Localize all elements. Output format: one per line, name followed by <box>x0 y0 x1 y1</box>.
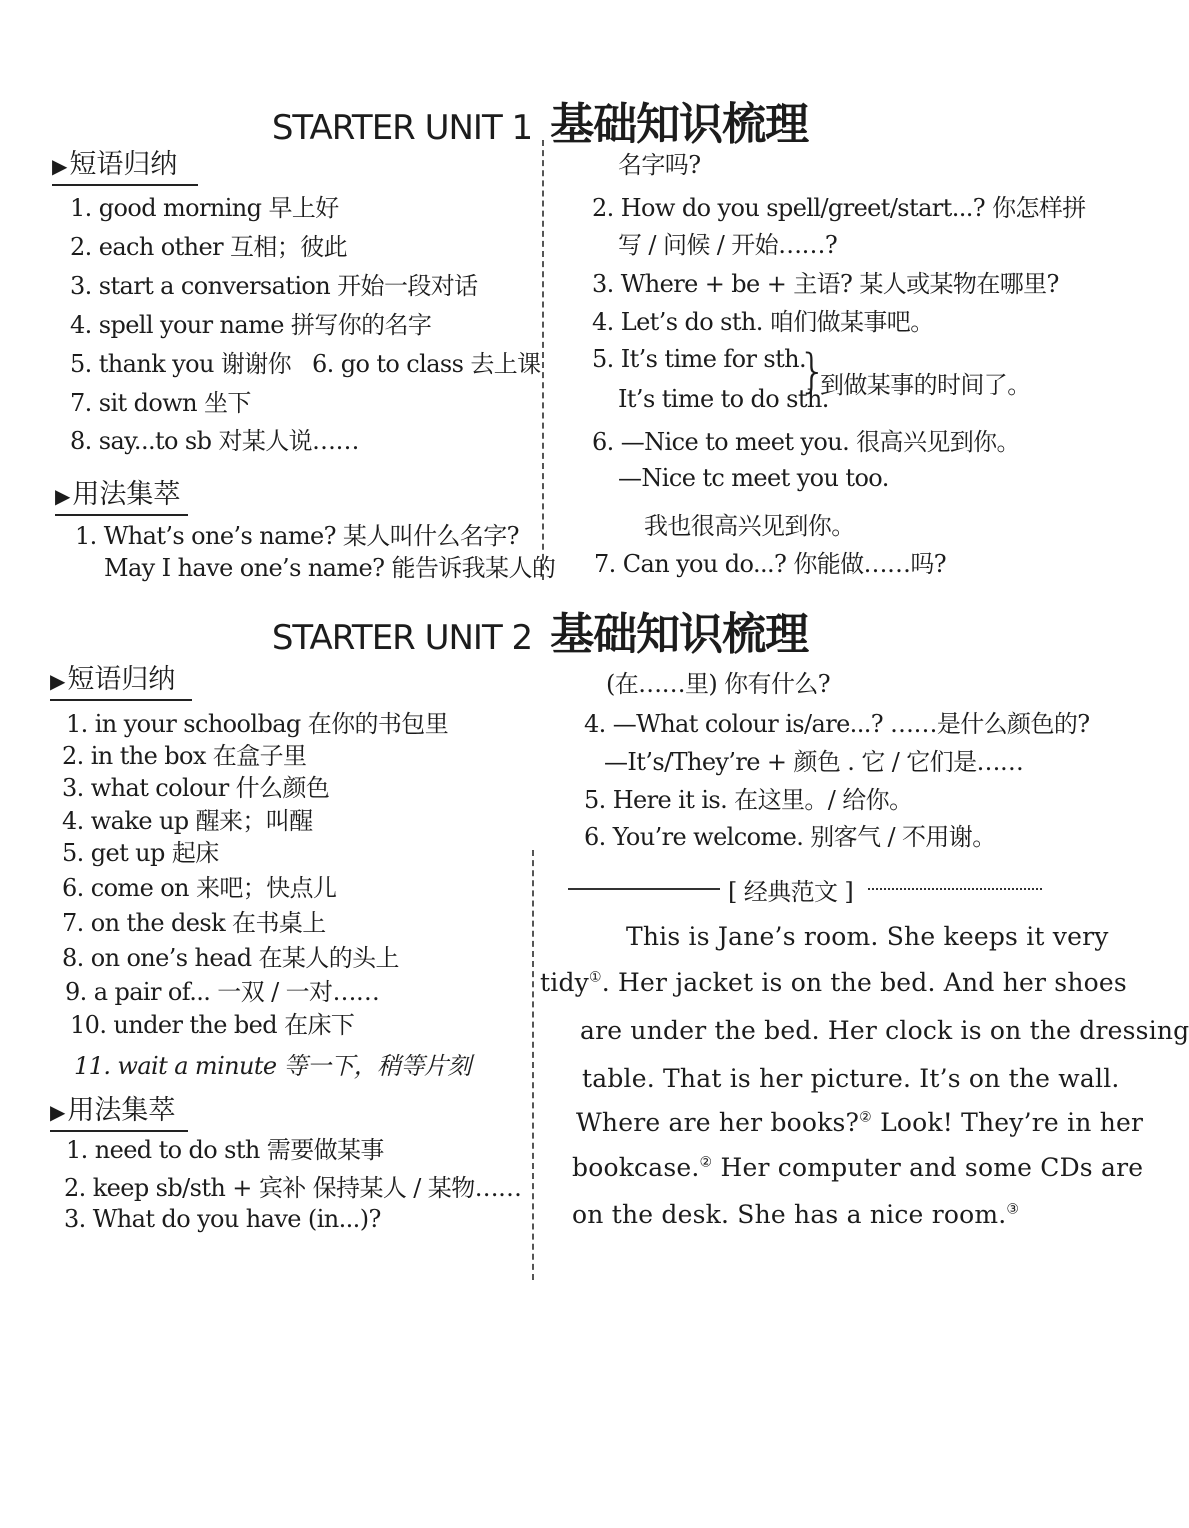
model-line-5a: Where are her books? <box>576 1108 860 1137</box>
unit1-usage-2b: 写 / 问候 / 开始……? <box>618 231 838 259</box>
unit2-phrase-3: 3. what colour 什么颜色 <box>62 774 330 802</box>
unit2-phrase-4: 4. wake up 醒来；叫醒 <box>62 807 313 835</box>
unit1-phrase-4: 4. spell your name 拼写你的名字 <box>70 311 432 339</box>
model-line-4: table. That is her picture. It’s on the wall. <box>582 1064 1120 1093</box>
unit2-usage-2: 2. keep sb/sth + 宾补 保持某人 / 某物…… <box>64 1174 522 1202</box>
model-rule-left <box>568 888 720 890</box>
model-rule-right <box>868 888 1042 890</box>
unit1-usage-heading <box>55 472 188 516</box>
brace-icon: } <box>798 344 828 398</box>
unit1-usage-3: 3. Where + be + 主语? 某人或某物在哪里? <box>592 270 1059 298</box>
unit2-phrase-6: 6. come on 来吧；快点儿 <box>62 874 337 902</box>
unit1-usage-7: 7. Can you do...? 你能做……吗? <box>594 550 947 578</box>
model-line-2a: tidy <box>540 968 589 997</box>
model-line-7a: on the desk. She has a nice room. <box>572 1200 1007 1229</box>
unit2-usage-1: 1. need to do sth 需要做某事 <box>66 1136 384 1164</box>
unit1-phrases-heading <box>52 142 198 186</box>
unit2-usage-6: 6. You’re welcome. 别客气 / 不用谢。 <box>584 823 996 851</box>
unit2-title-zh: 基础知识梳理 <box>550 609 809 660</box>
unit1-phrase-6: 6. go to class 去上课 <box>312 350 541 378</box>
unit2-phrase-1: 1. in your schoolbag 在你的书包里 <box>66 710 449 738</box>
model-line-1: This is Jane’s room. She keeps it very <box>626 922 1109 951</box>
unit2-usage-3b: (在……里) 你有什么? <box>606 670 831 698</box>
unit1-usage-5c: 到做某事的时间了。 <box>820 371 1031 399</box>
unit1-phrase-3: 3. start a conversation 开始一段对话 <box>70 272 478 300</box>
unit1-phrase-8: 8. say...to sb 对某人说…… <box>70 427 359 455</box>
unit2-usage-4b: —It’s/They’re + 颜色 . 它 / 它们是…… <box>604 748 1024 776</box>
unit1-usage-6a: 6. —Nice to meet you. 很高兴见到你。 <box>592 428 1020 456</box>
unit1-usage-5b: It’s time to do sth. <box>618 385 829 413</box>
unit1-usage-2a: 2. How do you spell/greet/start...? 你怎样拼 <box>592 194 1086 222</box>
unit2-title <box>0 598 1080 662</box>
unit2-phrase-9: 9. a pair of... 一双 / 一对…… <box>65 978 380 1006</box>
unit1-phrases-heading-label: 短语归纳 <box>69 149 178 180</box>
unit1-phrase-7: 7. sit down 坐下 <box>70 389 251 417</box>
model-essay-heading: [ 经典范文 ] <box>728 878 854 906</box>
footnote-mark-3: ② <box>699 1154 713 1171</box>
unit1-usage-1b: May I have one’s name? 能告诉我某人的 <box>104 554 556 582</box>
unit2-phrase-7: 7. on the desk 在书桌上 <box>62 909 326 937</box>
footnote-mark-4: ③ <box>1006 1201 1020 1218</box>
unit2-phrases-heading <box>50 657 192 701</box>
unit1-phrase-5: 5. thank you 谢谢你 <box>70 350 292 378</box>
unit2-phrase-10: 10. under the bed 在床下 <box>70 1011 355 1039</box>
unit1-usage-1c: 名字吗? <box>618 151 701 179</box>
triangle-icon: ▶ <box>55 484 71 508</box>
unit1-title-en: STARTER UNIT 1 <box>271 108 533 148</box>
unit2-phrase-5: 5. get up 起床 <box>62 839 219 867</box>
footnote-mark-2: ② <box>859 1109 872 1126</box>
unit2-usage-3a: 3. What do you have (in...)? <box>64 1205 381 1233</box>
model-line-6b: Her computer and some CDs are <box>712 1153 1144 1182</box>
unit1-title-zh: 基础知识梳理 <box>550 99 809 150</box>
model-line-5b: Look! They’re in her <box>871 1108 1144 1137</box>
triangle-icon: ▶ <box>50 669 66 693</box>
model-line-6a: bookcase. <box>572 1153 700 1182</box>
unit1-usage-5a: 5. It’s time for sth. <box>592 345 807 373</box>
model-line-7 <box>572 1200 1019 1229</box>
unit2-usage-heading <box>50 1088 188 1132</box>
unit2-usage-heading-label: 用法集萃 <box>67 1095 176 1126</box>
model-line-2b: . Her jacket is on the bed. And her shoes <box>601 968 1127 997</box>
column-divider <box>532 850 534 1280</box>
unit1-usage-4: 4. Let’s do sth. 咱们做某事吧。 <box>592 308 934 336</box>
unit2-usage-5: 5. Here it is. 在这里。/ 给你。 <box>584 786 913 814</box>
unit1-phrase-2: 2. each other 互相；彼此 <box>70 233 348 261</box>
unit2-usage-4a: 4. —What colour is/are...? ……是什么颜色的? <box>584 710 1090 738</box>
unit1-phrase-1: 1. good morning 早上好 <box>70 194 339 222</box>
unit1-usage-heading-label: 用法集萃 <box>72 479 181 510</box>
model-line-6 <box>572 1153 1143 1182</box>
unit1-usage-6c: 我也很高兴见到你。 <box>644 512 855 540</box>
unit2-phrase-2: 2. in the box 在盒子里 <box>62 742 307 770</box>
triangle-icon: ▶ <box>50 1100 66 1124</box>
unit1-usage-6b: —Nice tc meet you too. <box>618 464 889 492</box>
unit1-usage-1a: 1. What’s one’s name? 某人叫什么名字? <box>75 522 519 550</box>
triangle-icon: ▶ <box>52 154 68 178</box>
model-line-5 <box>576 1108 1143 1137</box>
unit2-phrase-8: 8. on one’s head 在某人的头上 <box>62 944 399 972</box>
model-line-3: are under the bed. Her clock is on the dressing <box>580 1016 1189 1045</box>
unit2-phrases-heading-label: 短语归纳 <box>67 664 176 695</box>
model-line-2 <box>540 968 1127 997</box>
footnote-mark-1: ① <box>588 969 602 986</box>
unit2-phrase-11: 11. wait a minute 等一下，稍等片刻 <box>74 1052 471 1080</box>
column-divider <box>542 140 544 580</box>
unit2-title-en: STARTER UNIT 2 <box>271 618 533 658</box>
